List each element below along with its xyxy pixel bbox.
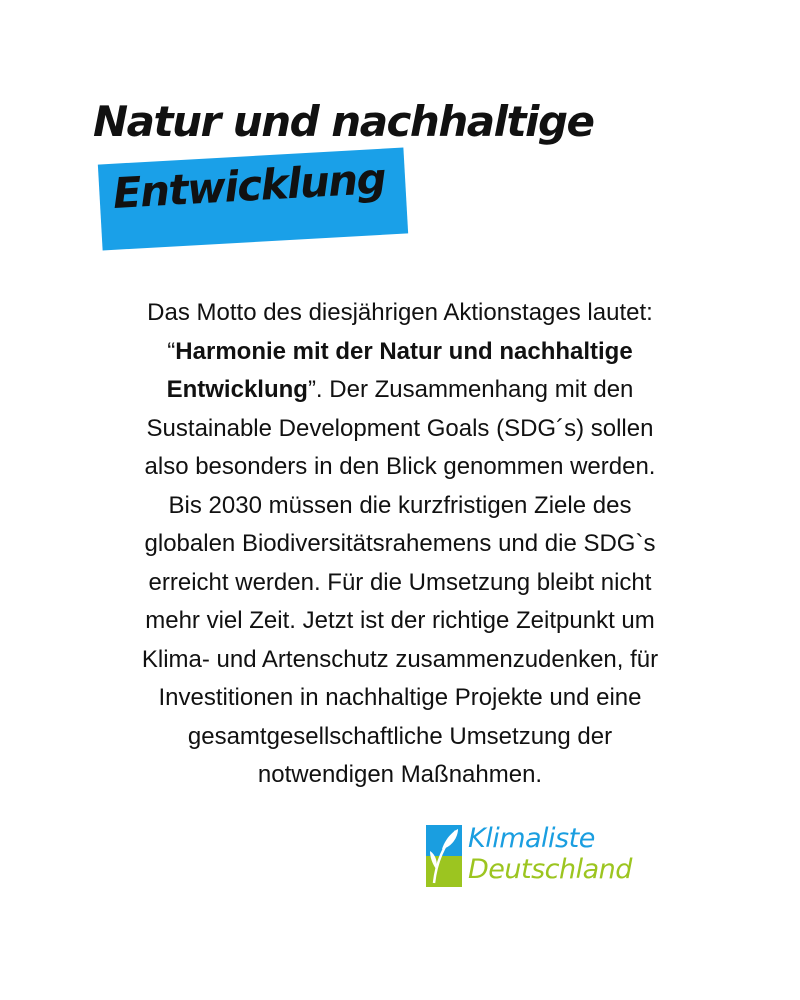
body-line: notwendigen Maßnahmen.	[257, 761, 543, 788]
body-line: also besonders in den Blick genommen werden.	[144, 453, 656, 480]
body-line: globalen Biodiversitätsrahemens und die SDG`s	[144, 530, 656, 557]
quote-open: “	[167, 337, 176, 365]
body-line: erreicht werden. Für die Umsetzung bleibt nicht	[148, 568, 652, 596]
logo-text-klimaliste: Klimaliste	[468, 823, 595, 854]
page-title-line-1: Natur und nachhaltige	[93, 97, 594, 146]
body-paragraph	[60, 294, 740, 795]
klimaliste-logo	[426, 825, 666, 889]
leaf-logo-icon	[426, 825, 462, 887]
page-title-line-2: Entwicklung	[111, 153, 387, 218]
body-line: Bis 2030 müssen die kurzfristigen Ziele des	[168, 491, 632, 519]
motto-bold-text: Harmonie mit der Natur und nachhaltige	[175, 337, 633, 365]
body-line: gesamtgesellschaftliche Umsetzung der	[187, 722, 613, 750]
body-line: Klima- und Artenschutz zusammenzudenken, für	[141, 645, 659, 673]
body-text-fragment: ”. Der Zusammenhang mit den	[307, 376, 634, 403]
body-line: mehr viel Zeit. Jetzt ist der richtige Zeitpunkt um	[145, 607, 655, 634]
body-line	[60, 371, 740, 410]
logo-text-deutschland: Deutschland	[468, 854, 632, 885]
body-line: Investitionen in nachhaltige Projekte und eine	[158, 684, 642, 711]
body-line: Sustainable Development Goals (SDG´s) sollen	[146, 414, 654, 442]
motto-bold-text: Entwicklung	[166, 376, 308, 403]
body-line: Das Motto des diesjährigen Aktionstages lautet:	[147, 299, 653, 326]
body-line	[60, 333, 740, 372]
